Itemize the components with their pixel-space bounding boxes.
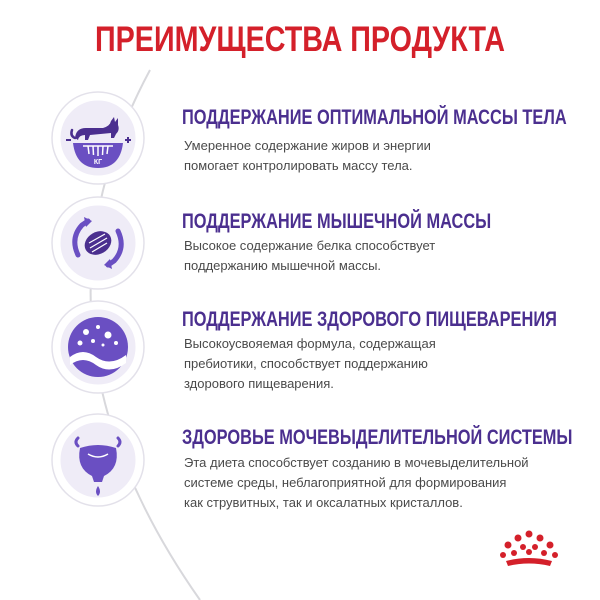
muscle-icon [48,193,148,293]
feature-title: ПОДДЕРЖАНИЕ МЫШЕЧНОЙ МАССЫ [182,210,492,233]
feature-description: Высокое содержание белка способствует поддержанию мышечной массы. [184,238,436,273]
scale-kg-label: КГ [93,159,103,166]
feature-title: ПОДДЕРЖАНИЕ ЗДОРОВОГО ПИЩЕВАРЕНИЯ [182,308,557,331]
weight-cat-scale-icon [48,88,148,188]
feature-description: Умеренное содержание жиров и энергии помогает контролировать массу тела. [184,138,431,173]
feature-description: Эта диета способствует созданию в мочевыделительной системе среды, неблагоприятной для формирования как струвитных, так и оксалатных кристаллов. [184,455,529,510]
feature-description: Высокоусвояемая формула, содержащая пребиотики, способствует поддержанию здорового пищеварения. [184,336,436,391]
bladder-icon [48,410,148,510]
royal-canin-crown-logo [496,528,562,570]
digestion-icon [48,297,148,397]
feature-title: ЗДОРОВЬЕ МОЧЕВЫДЕЛИТЕЛЬНОЙ СИСТЕМЫ [182,426,573,449]
page-title: ПРЕИМУЩЕСТВА ПРОДУКТА [95,20,505,59]
feature-title: ПОДДЕРЖАНИЕ ОПТИМАЛЬНОЙ МАССЫ ТЕЛА [182,106,567,129]
